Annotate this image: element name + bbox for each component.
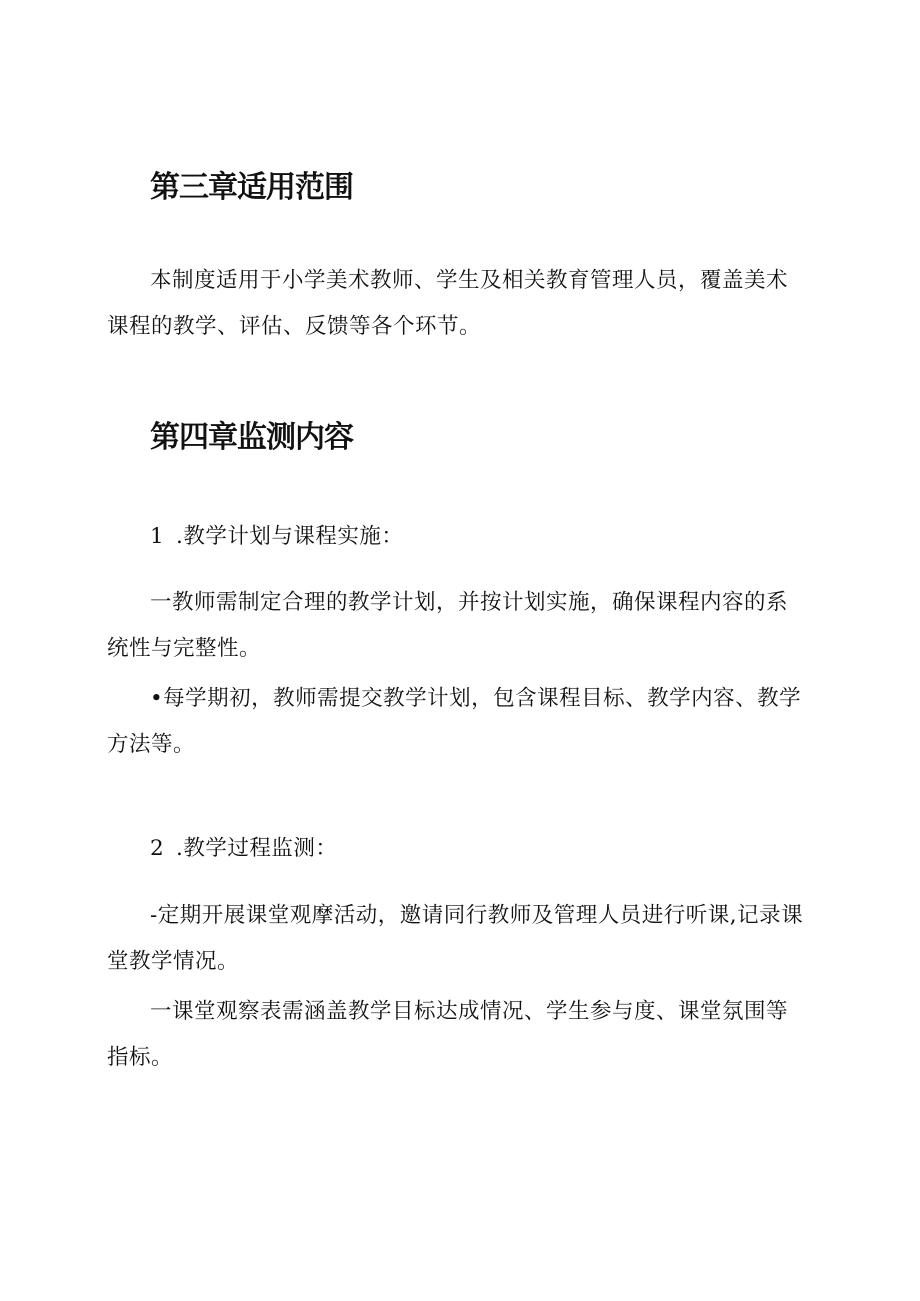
item-2-number: 2 <box>150 836 165 861</box>
chapter-3-paragraph: 本制度适用于小学美术教师、学生及相关教育管理人员，覆盖美术课程的教学、评估、反馈等各个环节。 <box>107 268 789 339</box>
item-1-paragraph-2: •每学期初，教师需提交教学计划，包含课程目标、教学内容、教学方法等。 <box>107 686 802 757</box>
chapter-3-heading: 第三章适用范围 <box>150 170 353 205</box>
item-2-heading <box>150 834 337 864</box>
item-1-number: 1 <box>150 524 165 549</box>
item-1-title: .教学计划与课程实施： <box>176 524 404 549</box>
item-1-paragraph-1: 一教师需制定合理的教学计划，并按计划实施，确保课程内容的系统性与完整性。 <box>107 590 789 661</box>
item-2-paragraph-2: 一课堂观察表需涵盖教学目标达成情况、学生参与度、课堂氛围等指标。 <box>107 999 789 1070</box>
item-2-paragraph-1: -定期开展课堂观摩活动，邀请同行教师及管理人员进行听课,记录课堂教学情况。 <box>107 903 804 974</box>
item-2-title: .教学过程监测： <box>176 836 338 861</box>
chapter-4-heading: 第四章监测内容 <box>150 420 353 455</box>
item-1-heading <box>150 522 403 552</box>
